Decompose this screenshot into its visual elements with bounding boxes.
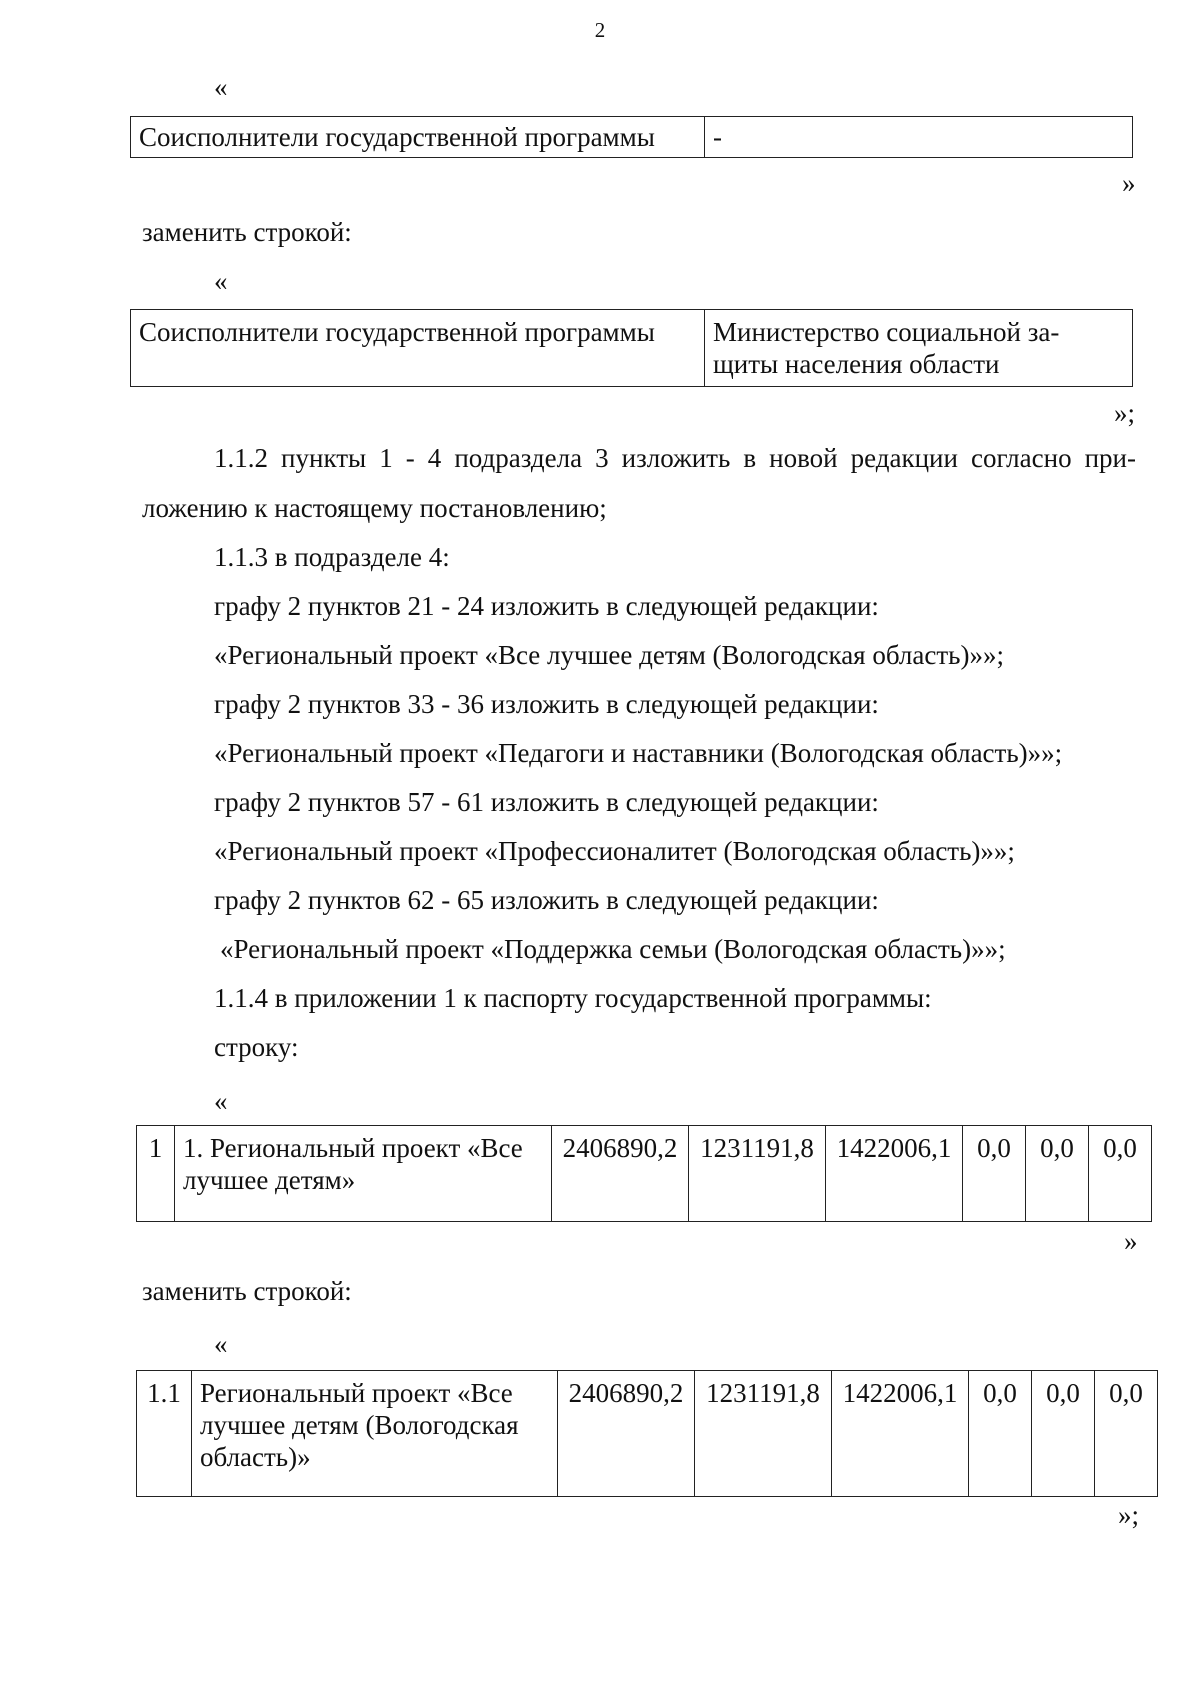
value-cell: 1422006,1 (826, 1126, 963, 1222)
row-number: 1.1 (137, 1371, 192, 1497)
paragraph-item: «Региональный проект «Все лучшее детям (Вологодская область)»»; (214, 640, 1004, 670)
coexecutors-label: Соисполнители государственной программы (131, 117, 705, 158)
closing-quote: » (1122, 168, 1136, 198)
replace-instruction: заменить строкой: (142, 1276, 352, 1306)
table-row (137, 1126, 1152, 1222)
table-row (131, 310, 1133, 387)
coexecutors-value-line: Министерство социальной за- (713, 317, 1060, 347)
paragraph-item: «Региональный проект «Профессионалитет (Вологодская область)»»; (214, 836, 1015, 866)
value-cell: 0,0 (1026, 1126, 1089, 1222)
table-row (131, 117, 1133, 158)
coexecutors-label: Соисполнители государственной программы (131, 310, 705, 387)
paragraph-item: графу 2 пунктов 21 - 24 изложить в следующей редакции: (214, 591, 879, 621)
paragraph-item: графу 2 пунктов 62 - 65 изложить в следующей редакции: (214, 885, 879, 915)
value-cell: 1231191,8 (695, 1371, 832, 1497)
project-name: 1. Региональный проект «Все лучшее детям» (175, 1126, 552, 1222)
value-cell: 1231191,8 (689, 1126, 826, 1222)
opening-quote: « (214, 72, 228, 102)
paragraph-1-1-3: 1.1.3 в подразделе 4: (214, 542, 450, 572)
opening-quote: « (214, 266, 228, 296)
project-name: Региональный проект «Все лучшее детям (Вологодская область)» (192, 1371, 558, 1497)
row-number: 1 (137, 1126, 175, 1222)
value-cell: 0,0 (1032, 1371, 1095, 1497)
paragraph-1-1-2: 1.1.2 пункты 1 - 4 подраздела 3 изложить в новой редакции согласно при- (214, 443, 1136, 473)
value-cell: 0,0 (1095, 1371, 1158, 1497)
closing-quote-semicolon: »; (1114, 398, 1136, 428)
value-cell: 2406890,2 (552, 1126, 689, 1222)
coexecutors-table-new (130, 309, 1133, 387)
paragraph-item: строку: (214, 1032, 299, 1062)
opening-quote: « (214, 1329, 228, 1359)
paragraph-1-1-2-cont: ложению к настоящему постановлению; (142, 493, 607, 523)
closing-quote-semicolon: »; (1118, 1500, 1140, 1530)
paragraph-1-1-4: 1.1.4 в приложении 1 к паспорту государственной программы: (214, 983, 932, 1013)
paragraph-item: графу 2 пунктов 57 - 61 изложить в следующей редакции: (214, 787, 879, 817)
coexecutors-value: - (705, 117, 1133, 158)
page-number: 2 (594, 18, 606, 42)
coexecutors-table-old (130, 116, 1133, 158)
coexecutors-value-line: щиты населения области (713, 349, 1000, 379)
funding-table-new (136, 1370, 1158, 1497)
value-cell: 0,0 (1089, 1126, 1152, 1222)
closing-quote: » (1124, 1226, 1138, 1256)
paragraph-item: «Региональный проект «Поддержка семьи (Вологодская область)»»; (220, 934, 1006, 964)
table-row (137, 1371, 1158, 1497)
replace-instruction: заменить строкой: (142, 217, 352, 247)
funding-table-old (136, 1125, 1152, 1222)
paragraph-item: графу 2 пунктов 33 - 36 изложить в следующей редакции: (214, 689, 879, 719)
value-cell: 0,0 (969, 1371, 1032, 1497)
opening-quote: « (214, 1086, 228, 1116)
paragraph-item: «Региональный проект «Педагоги и наставники (Вологодская область)»»; (214, 738, 1063, 768)
coexecutors-value (705, 310, 1133, 387)
value-cell: 1422006,1 (832, 1371, 969, 1497)
value-cell: 2406890,2 (558, 1371, 695, 1497)
value-cell: 0,0 (963, 1126, 1026, 1222)
